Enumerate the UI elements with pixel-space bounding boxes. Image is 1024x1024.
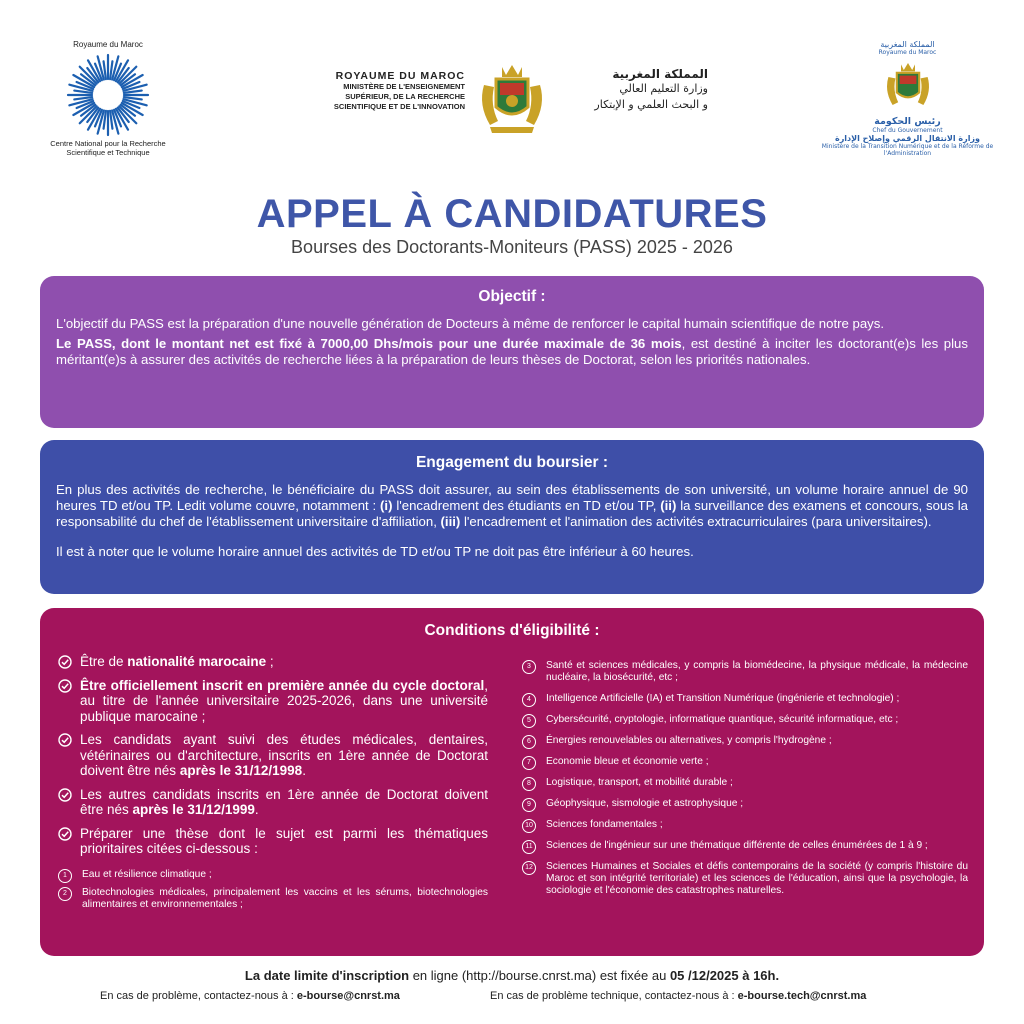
deadline-line (0, 968, 1024, 983)
engagement-marker-iii: (iii) (440, 514, 461, 529)
condition-bold: après le 31/12/1999 (132, 802, 255, 817)
engagement-text-c: la surveillance des examens et concours, sous la responsabilité du chef de l'établissement universitaire d'affiliation, (56, 498, 968, 529)
objectif-para1: L'objectif du PASS est la préparation d'une nouvelle génération de Docteurs à même de renforcer le capital humain scientifique de notre pays. (56, 316, 885, 331)
condition-text: . (302, 763, 306, 778)
engagement-text-a: En plus des activités de recherche, le bénéficiaire du PASS doit assurer, au sein des établissements de son université, un volume horaire annuel de 90 heures TD et/ou TP. Ledit volume couvre, notamment : (56, 482, 968, 513)
theme-item (522, 840, 968, 852)
theme-number: 1 (58, 869, 72, 883)
theme-text: Cybersécurité, cryptologie, informatique quantique, sécurité informatique, etc ; (546, 714, 899, 725)
ministry-block (300, 55, 720, 135)
condition-bold: nationalité marocaine (127, 654, 267, 669)
deadline-text: en ligne (http://bourse.cnrst.ma) est fixée au (409, 968, 670, 983)
header (0, 0, 1024, 190)
theme-number: 5 (522, 714, 536, 728)
condition-item (58, 654, 488, 670)
theme-text: Economie bleue et économie verte ; (546, 756, 709, 767)
objectif-para2-rest: , est destiné à inciter les doctorant(e)s les plus méritant(e)s à assurer des activités de recherche liées à la préparation de leurs thèses de Doctorat, selon les priorités nationales. (56, 336, 968, 367)
theme-item (522, 693, 968, 705)
moroccan-coat-of-arms (472, 55, 552, 135)
conditions-heading: Conditions d'éligibilité : (424, 622, 600, 639)
theme-item (522, 819, 968, 831)
gov-block (820, 40, 995, 157)
condition-text: Être de (80, 654, 128, 669)
cnrst-sunburst-logo (66, 53, 150, 137)
theme-text: Géophysique, sismologie et astrophysique ; (546, 798, 744, 809)
theme-item (522, 756, 968, 768)
theme-item (522, 861, 968, 897)
gov-fr-kingdom: Royaume du Maroc (878, 49, 937, 56)
condition-text: . (254, 802, 259, 817)
ministry-fr-kingdom: ROYAUME DU MAROC (335, 70, 465, 82)
condition-text: Préparer une thèse dont le sujet est parmi les thématiques prioritaires citées ci-dessous : (80, 825, 488, 856)
contact-technical (490, 990, 866, 1002)
contact-general-email[interactable]: e-bourse@cnrst.ma (296, 990, 400, 1002)
theme-text: Intelligence Artificielle (IA) et Transition Numérique (ingénierie et technologie) ; (546, 693, 900, 704)
theme-text: Énergies renouvelables ou alternatives, y compris l'hydrogène ; (546, 735, 832, 746)
gov-ar-kingdom: المملكة المغربية (880, 40, 935, 49)
theme-number: 6 (522, 735, 536, 749)
theme-number: 8 (522, 777, 536, 791)
engagement-panel (40, 440, 984, 594)
engagement-marker-i: (i) (380, 498, 393, 513)
deadline-date: 05 /12/2025 à 16h. (669, 968, 780, 983)
condition-text: ; (266, 654, 274, 669)
check-circle-icon (58, 655, 72, 669)
gov-fr-head: Chef du Gouvernement (872, 127, 943, 134)
page-title: APPEL À CANDIDATURES (256, 192, 768, 236)
gov-ar-head: رئيس الحكومة (874, 116, 941, 127)
theme-number: 10 (522, 819, 536, 833)
theme-item (522, 714, 968, 726)
objectif-panel (40, 276, 984, 428)
theme-number: 11 (522, 840, 536, 854)
cnrst-country: Royaume du Maroc (73, 40, 143, 49)
cnrst-name: Centre National pour la Recherche Scientifique et Technique (50, 139, 166, 157)
check-circle-icon (58, 788, 72, 802)
ministry-ar-line2: وزارة التعليم العالي (619, 82, 708, 95)
theme-text: Sciences fondamentales ; (546, 819, 663, 830)
cnrst-block (38, 40, 178, 157)
theme-number: 12 (522, 861, 536, 875)
gov-coat-of-arms (880, 56, 936, 112)
condition-bold: après le 31/12/1998 (179, 763, 303, 778)
contact-general-label: En cas de problème, contactez-nous à : (100, 990, 297, 1002)
ministry-ar-kingdom: المملكة المغربية (612, 67, 708, 81)
contact-general (100, 990, 400, 1002)
contact-technical-email[interactable]: e-bourse.tech@cnrst.ma (737, 990, 867, 1002)
ministry-ar (558, 67, 708, 113)
engagement-text-b: l'encadrement des étudiants en TD et/ou TP, (392, 498, 661, 513)
objectif-para2 (56, 336, 968, 368)
ministry-ar-line3: و البحث العلمي و الإبتكار (594, 98, 708, 111)
theme-item (58, 887, 488, 911)
engagement-note: Il est à noter que le volume horaire annuel des activités de TD et/ou TP ne doit pas être inférieur à 60 heures. (56, 544, 694, 559)
check-circle-icon (58, 827, 72, 841)
theme-text: Sciences Humaines et Sociales et défis contemporains de la société (y compris l'histoire du Maroc et son intégrité territoriale) et les sciences de l'éducation, ainsi que la psychologie, la sociologie et l'économie des catastrophes naturelles. (546, 861, 968, 896)
condition-item (58, 732, 488, 779)
engagement-heading: Engagement du boursier : (415, 454, 609, 471)
theme-text: Logistique, transport, et mobilité durable ; (546, 777, 733, 788)
engagement-marker-ii: (ii) (660, 498, 677, 513)
theme-text: Biotechnologies médicales, principalement les vaccins et les sérums, biotechnologies alimentaires et environnementales ; (82, 886, 488, 910)
theme-number: 9 (522, 798, 536, 812)
ministry-fr-name: MINISTÈRE DE L'ENSEIGNEMENT SUPÉRIEUR, DE LA RECHERCHE SCIENTIFIQUE ET DE L'INNOVATION (333, 82, 465, 111)
conditions-left-column (58, 654, 488, 917)
theme-text: Eau et résilience climatique ; (82, 868, 212, 880)
objectif-amount: Le PASS, dont le montant net est fixé à 7000,00 Dhs/mois pour une durée maximale de 36 mois (56, 336, 682, 351)
objectif-heading: Objectif : (478, 288, 546, 305)
theme-item (522, 735, 968, 747)
theme-number: 2 (58, 887, 72, 901)
theme-item (522, 798, 968, 810)
theme-number: 7 (522, 756, 536, 770)
condition-text: , au titre de l'année universitaire 2025-2026, dans une université publique marocaine ; (80, 677, 488, 724)
theme-number: 3 (522, 660, 536, 674)
page-subtitle: Bourses des Doctorants-Moniteurs (PASS) 2025 - 2026 (291, 237, 733, 257)
condition-text: Les candidats ayant suivi des études médicales, dentaires, vétérinaires ou d'architecture, inscrits en 1ère année de Doctorat doivent être nés (80, 732, 488, 778)
theme-item (522, 660, 968, 684)
theme-number: 4 (522, 693, 536, 707)
theme-item (58, 869, 488, 881)
theme-text: Sciences de l'ingénieur sur une thématique différente de celles énumérées de 1 à 9 ; (546, 840, 928, 851)
engagement-text-d: l'encadrement et l'animation des activités extracurriculaires (para universitaires). (460, 514, 932, 529)
conditions-right-column (522, 660, 968, 906)
condition-item (58, 787, 488, 818)
deadline-label: La date limite d'inscription (244, 968, 410, 983)
gov-ar-ministry: وزارة الانتقال الرقمي وإصلاح الإدارة (834, 134, 981, 143)
ministry-fr (300, 70, 465, 112)
condition-item (58, 826, 488, 857)
contact-technical-label: En cas de problème technique, contactez-nous à : (490, 990, 738, 1002)
condition-bold: Être officiellement inscrit en première année du cycle doctoral (80, 677, 485, 693)
check-circle-icon (58, 733, 72, 747)
theme-item (522, 777, 968, 789)
theme-text: Santé et sciences médicales, y compris la biomédecine, la physique médicale, la médecine nucléaire, la biosécurité, etc ; (546, 660, 968, 683)
gov-fr-ministry: Ministère de la Transition Numérique et de la Réforme de l'Administration (821, 143, 994, 157)
engagement-para (56, 482, 968, 530)
condition-item (58, 678, 488, 725)
conditions-panel (40, 608, 984, 956)
check-circle-icon (58, 679, 72, 693)
condition-text: Les autres candidats inscrits en 1ère année de Doctorat doivent être nés (80, 786, 488, 817)
